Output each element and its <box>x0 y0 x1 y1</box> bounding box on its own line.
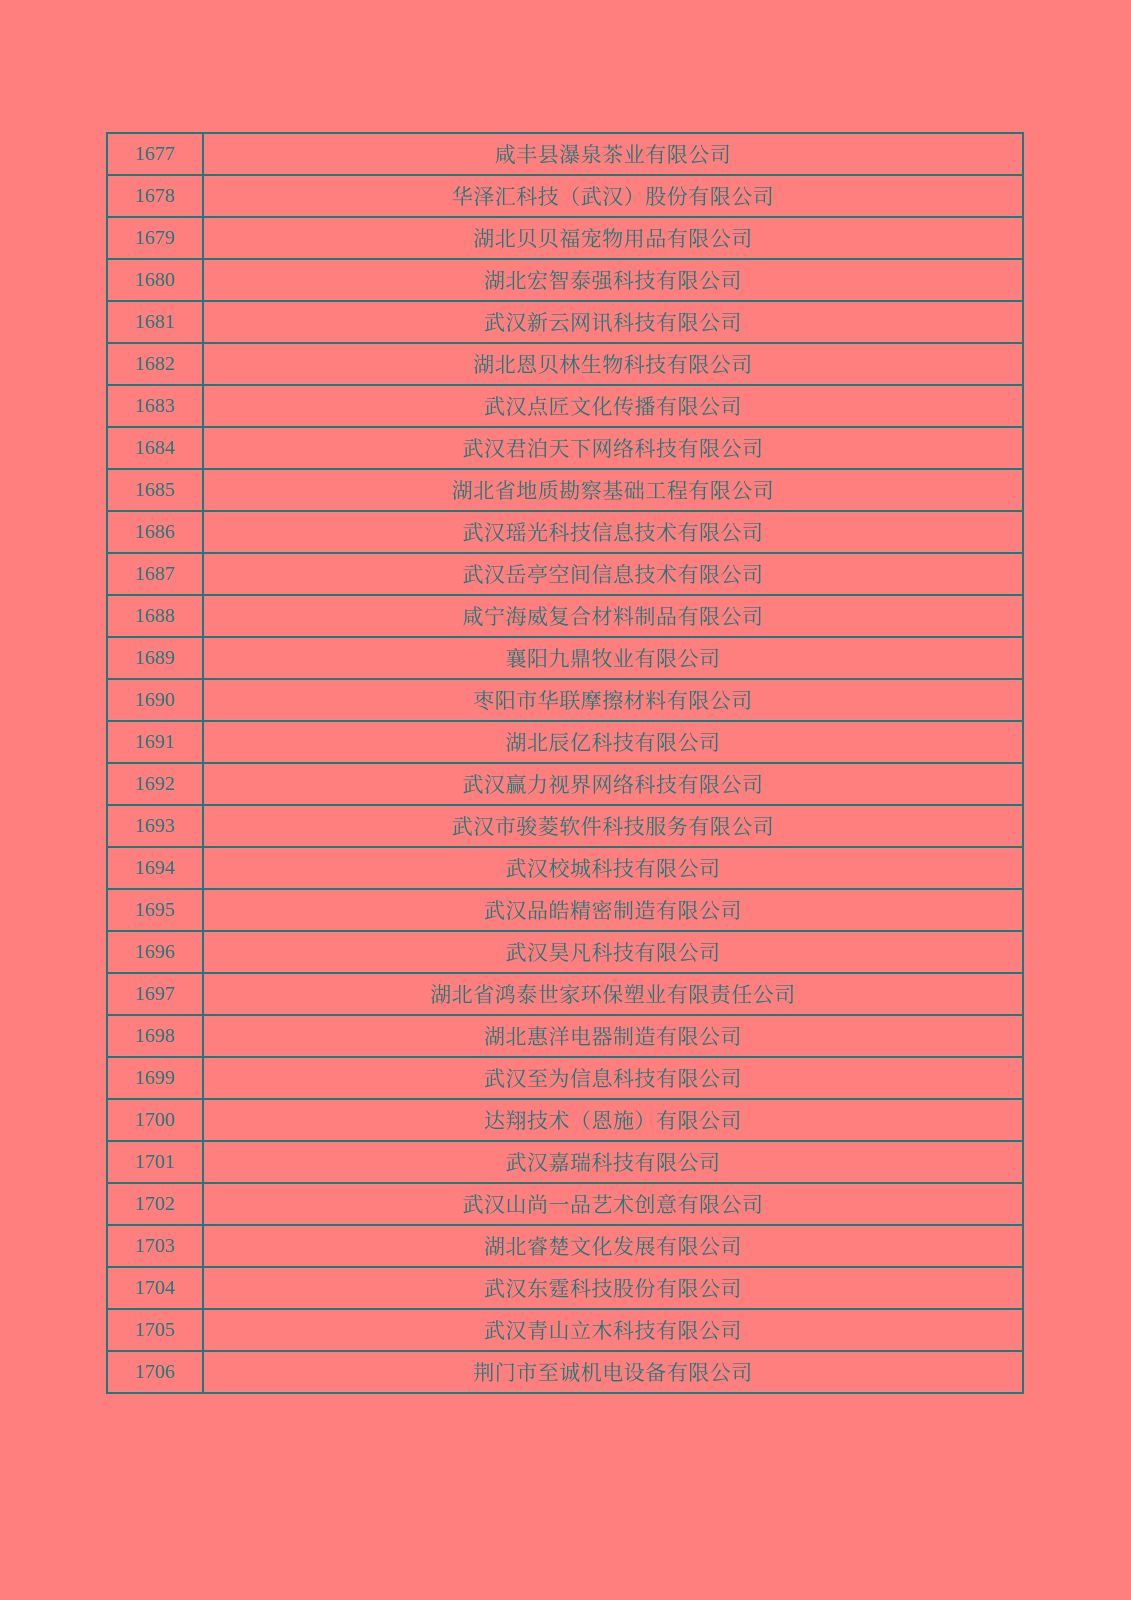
table-row <box>107 763 1023 805</box>
table-row <box>107 1057 1023 1099</box>
row-number-cell: 1690 <box>107 679 203 721</box>
company-name-cell: 湖北惠洋电器制造有限公司 <box>203 1015 1023 1057</box>
company-name-cell: 武汉岳亭空间信息技术有限公司 <box>203 553 1023 595</box>
row-number-cell: 1683 <box>107 385 203 427</box>
row-number-cell: 1685 <box>107 469 203 511</box>
row-number-cell: 1704 <box>107 1267 203 1309</box>
company-name-cell: 湖北省鸿泰世家环保塑业有限责任公司 <box>203 973 1023 1015</box>
row-number-cell: 1703 <box>107 1225 203 1267</box>
company-name-cell: 武汉至为信息科技有限公司 <box>203 1057 1023 1099</box>
table-row <box>107 1267 1023 1309</box>
company-name-cell: 襄阳九鼎牧业有限公司 <box>203 637 1023 679</box>
row-number-cell: 1693 <box>107 805 203 847</box>
table-row <box>107 343 1023 385</box>
table-row <box>107 805 1023 847</box>
company-name-cell: 武汉市骏菱软件科技服务有限公司 <box>203 805 1023 847</box>
table-row <box>107 847 1023 889</box>
company-name-cell: 湖北睿楚文化发展有限公司 <box>203 1225 1023 1267</box>
table-row <box>107 1141 1023 1183</box>
table-row <box>107 679 1023 721</box>
company-name-cell: 荆门市至诚机电设备有限公司 <box>203 1351 1023 1393</box>
table-row <box>107 637 1023 679</box>
company-name-cell: 武汉青山立木科技有限公司 <box>203 1309 1023 1351</box>
row-number-cell: 1692 <box>107 763 203 805</box>
table-row <box>107 1309 1023 1351</box>
row-number-cell: 1688 <box>107 595 203 637</box>
row-number-cell: 1678 <box>107 175 203 217</box>
row-number-cell: 1687 <box>107 553 203 595</box>
company-name-cell: 达翔技术（恩施）有限公司 <box>203 1099 1023 1141</box>
row-number-cell: 1706 <box>107 1351 203 1393</box>
table-row <box>107 1183 1023 1225</box>
row-number-cell: 1684 <box>107 427 203 469</box>
row-number-cell: 1701 <box>107 1141 203 1183</box>
row-number-cell: 1695 <box>107 889 203 931</box>
table-row <box>107 301 1023 343</box>
table-row <box>107 469 1023 511</box>
table-row <box>107 427 1023 469</box>
table-row <box>107 553 1023 595</box>
row-number-cell: 1702 <box>107 1183 203 1225</box>
row-number-cell: 1677 <box>107 133 203 175</box>
row-number-cell: 1679 <box>107 217 203 259</box>
table-row <box>107 595 1023 637</box>
row-number-cell: 1697 <box>107 973 203 1015</box>
table-body <box>107 133 1023 1393</box>
company-name-cell: 武汉赢力视界网络科技有限公司 <box>203 763 1023 805</box>
row-number-cell: 1694 <box>107 847 203 889</box>
row-number-cell: 1682 <box>107 343 203 385</box>
company-name-cell: 枣阳市华联摩擦材料有限公司 <box>203 679 1023 721</box>
table-row <box>107 931 1023 973</box>
row-number-cell: 1698 <box>107 1015 203 1057</box>
company-name-cell: 武汉校城科技有限公司 <box>203 847 1023 889</box>
table-row <box>107 1015 1023 1057</box>
company-name-cell: 武汉瑶光科技信息技术有限公司 <box>203 511 1023 553</box>
table-row <box>107 385 1023 427</box>
row-number-cell: 1699 <box>107 1057 203 1099</box>
company-name-cell: 武汉山尚一品艺术创意有限公司 <box>203 1183 1023 1225</box>
company-name-cell: 湖北省地质勘察基础工程有限公司 <box>203 469 1023 511</box>
table-row <box>107 259 1023 301</box>
company-name-cell: 武汉君泊天下网络科技有限公司 <box>203 427 1023 469</box>
table-row <box>107 1351 1023 1393</box>
company-name-cell: 咸宁海威复合材料制品有限公司 <box>203 595 1023 637</box>
row-number-cell: 1689 <box>107 637 203 679</box>
table-row <box>107 889 1023 931</box>
company-name-cell: 华泽汇科技（武汉）股份有限公司 <box>203 175 1023 217</box>
company-name-cell: 武汉品皓精密制造有限公司 <box>203 889 1023 931</box>
table-row <box>107 721 1023 763</box>
company-name-cell: 湖北宏智泰强科技有限公司 <box>203 259 1023 301</box>
row-number-cell: 1696 <box>107 931 203 973</box>
company-name-cell: 湖北恩贝林生物科技有限公司 <box>203 343 1023 385</box>
company-name-cell: 武汉点匠文化传播有限公司 <box>203 385 1023 427</box>
table-row <box>107 175 1023 217</box>
table-row <box>107 1099 1023 1141</box>
row-number-cell: 1691 <box>107 721 203 763</box>
table-row <box>107 1225 1023 1267</box>
row-number-cell: 1686 <box>107 511 203 553</box>
table-row <box>107 973 1023 1015</box>
table-row <box>107 511 1023 553</box>
company-name-cell: 武汉东霆科技股份有限公司 <box>203 1267 1023 1309</box>
company-list-table <box>106 132 1024 1394</box>
company-name-cell: 武汉昊凡科技有限公司 <box>203 931 1023 973</box>
row-number-cell: 1705 <box>107 1309 203 1351</box>
row-number-cell: 1700 <box>107 1099 203 1141</box>
company-name-cell: 湖北贝贝福宠物用品有限公司 <box>203 217 1023 259</box>
row-number-cell: 1681 <box>107 301 203 343</box>
table-row <box>107 217 1023 259</box>
company-name-cell: 武汉新云网讯科技有限公司 <box>203 301 1023 343</box>
company-name-cell: 湖北辰亿科技有限公司 <box>203 721 1023 763</box>
table-row <box>107 133 1023 175</box>
company-name-cell: 武汉嘉瑞科技有限公司 <box>203 1141 1023 1183</box>
company-name-cell: 咸丰县瀑泉茶业有限公司 <box>203 133 1023 175</box>
row-number-cell: 1680 <box>107 259 203 301</box>
